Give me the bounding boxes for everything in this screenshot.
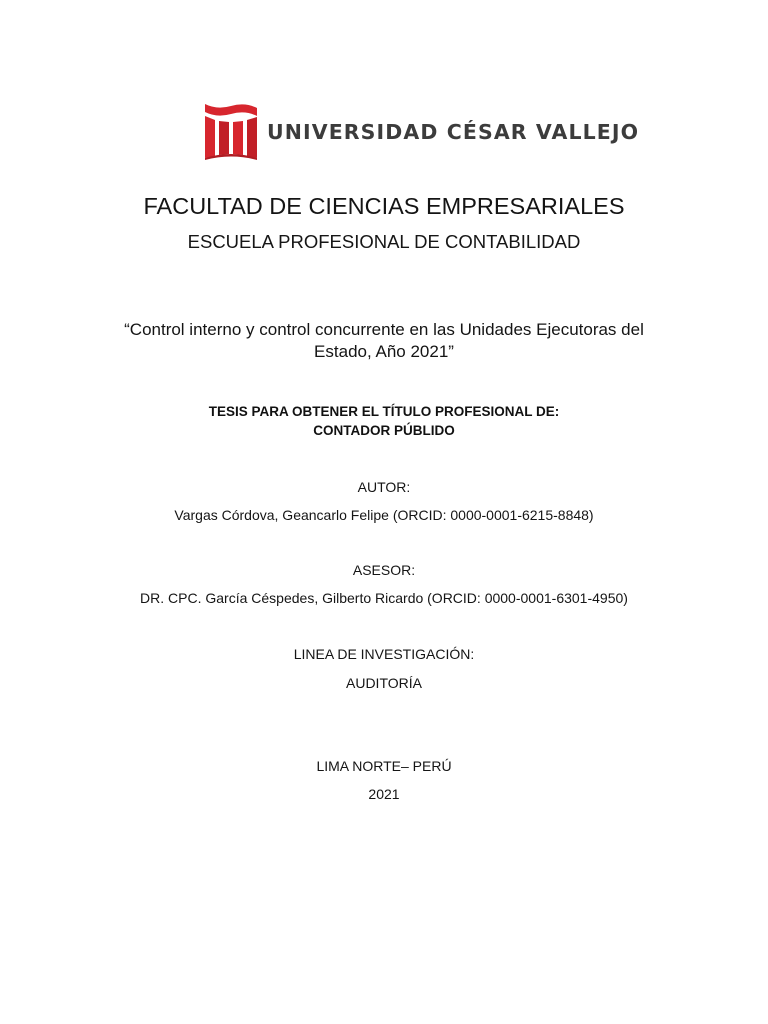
author-label: AUTOR: <box>357 479 411 495</box>
advisor-value: DR. CPC. García Céspedes, Gilberto Ricardo (ORCID: 0000-0001-6301-4950) <box>140 590 628 606</box>
university-name: UNIVERSIDAD CÉSAR VALLEJO <box>267 120 640 144</box>
thesis-title <box>0 319 768 363</box>
university-shield-icon <box>203 100 259 160</box>
university-logo <box>203 99 639 161</box>
place: LIMA NORTE– PERÚ <box>316 758 452 774</box>
thesis-title-line-1: “Control interno y control concurrente en las Unidades Ejecutoras del <box>124 320 644 339</box>
degree-line-2: CONTADOR PÚBLIDO <box>313 423 455 438</box>
advisor-label: ASESOR: <box>352 562 416 578</box>
thesis-title-line-2: Estado, Año 2021” <box>314 342 454 361</box>
year: 2021 <box>368 786 400 802</box>
faculty-heading: FACULTAD DE CIENCIAS EMPRESARIALES <box>143 193 625 219</box>
degree-statement <box>0 402 768 440</box>
school-heading: ESCUELA PROFESIONAL DE CONTABILIDAD <box>187 231 581 252</box>
research-line-label: LINEA DE INVESTIGACIÓN: <box>293 646 475 662</box>
author-value: Vargas Córdova, Geancarlo Felipe (ORCID: 0000-0001-6215-8848) <box>174 507 594 523</box>
research-line-value: AUDITORÍA <box>346 675 422 691</box>
degree-line-1: TESIS PARA OBTENER EL TÍTULO PROFESIONAL DE: <box>208 404 560 419</box>
